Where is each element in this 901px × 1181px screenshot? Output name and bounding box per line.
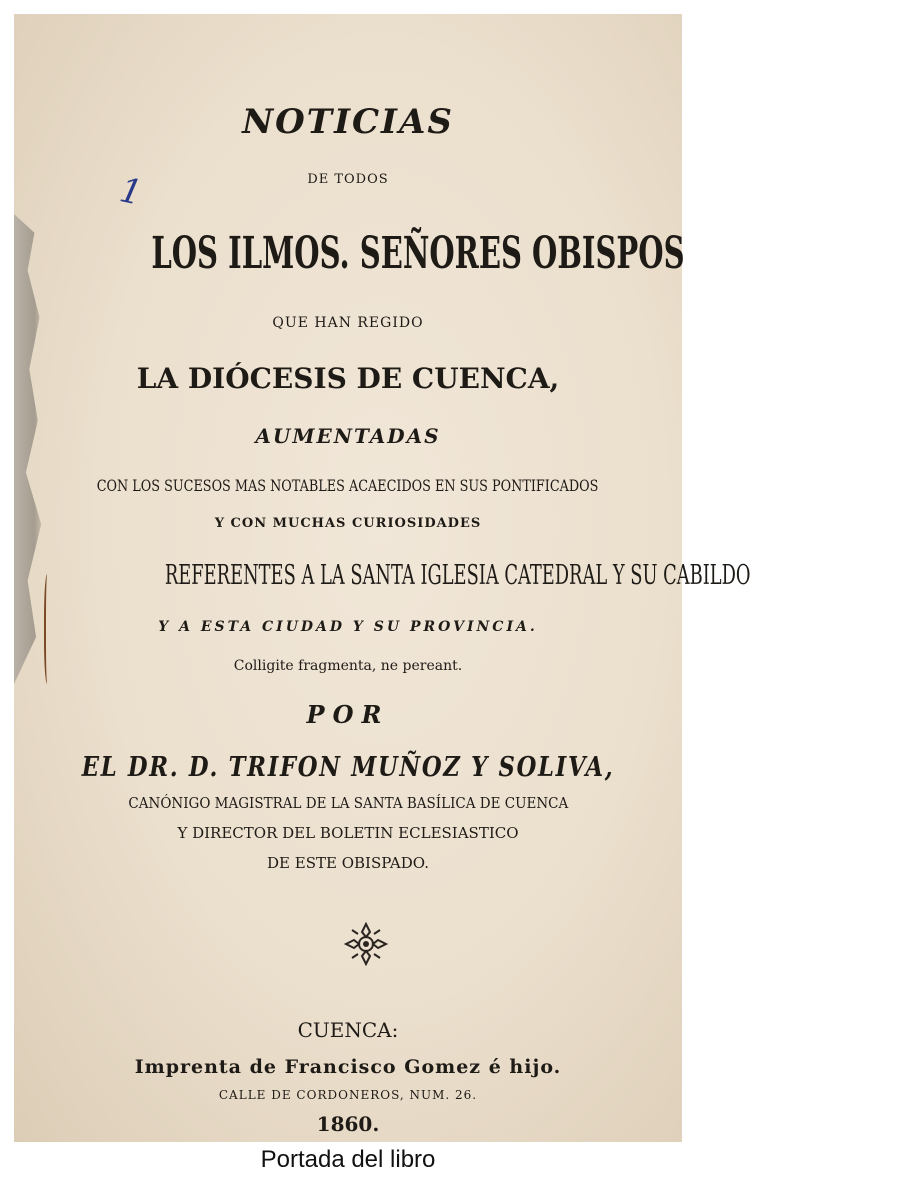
que-han-regido: QUE HAN REGIDO: [272, 315, 424, 331]
printer: Imprenta de Francisco Gomez é hijo.: [134, 1056, 562, 1078]
year: 1860.: [316, 1112, 380, 1136]
sucesos: CON LOS SUCESOS MAS NOTABLES ACAECIDOS EN SUS PONTIFICADOS: [97, 476, 599, 495]
ciudad: Y A ESTA CIUDAD Y SU PROVINCIA.: [158, 619, 538, 635]
curiosidades: Y CON MUCHAS CURIOSIDADES: [214, 516, 482, 531]
printer-ornament-icon: [344, 922, 388, 966]
role-line-3: DE ESTE OBISPADO.: [267, 854, 429, 872]
title: NOTICIAS: [242, 102, 454, 142]
book-title-page: [14, 14, 751, 1142]
caption: Portada del libro: [260, 1146, 436, 1173]
main-heading: LOS ILMOS. SEÑORES OBISPOS: [151, 228, 685, 279]
role-line-1: CANÓNIGO MAGISTRAL DE LA SANTA BASÍLICA DE CUENCA: [128, 794, 568, 812]
pen-mark: 1: [116, 170, 146, 214]
por: POR: [306, 700, 390, 729]
de-todos: DE TODOS: [307, 172, 389, 187]
torn-edge: [14, 214, 48, 684]
motto: Colligite fragmenta, ne pereant.: [233, 658, 463, 674]
role-line-2: Y DIRECTOR DEL BOLETIN ECLESIASTICO: [177, 824, 519, 842]
referentes: REFERENTES A LA SANTA IGLESIA CATEDRAL Y SU CABILDO: [164, 560, 751, 591]
address: CALLE DE CORDONEROS, NUM. 26.: [218, 1088, 478, 1102]
author: EL DR. D. TRIFON MUÑOZ Y SOLIVA,: [81, 752, 615, 783]
diocese: LA DIÓCESIS DE CUENCA,: [136, 362, 560, 395]
place: CUENCA:: [297, 1018, 399, 1042]
aumentadas: AUMENTADAS: [255, 424, 441, 448]
